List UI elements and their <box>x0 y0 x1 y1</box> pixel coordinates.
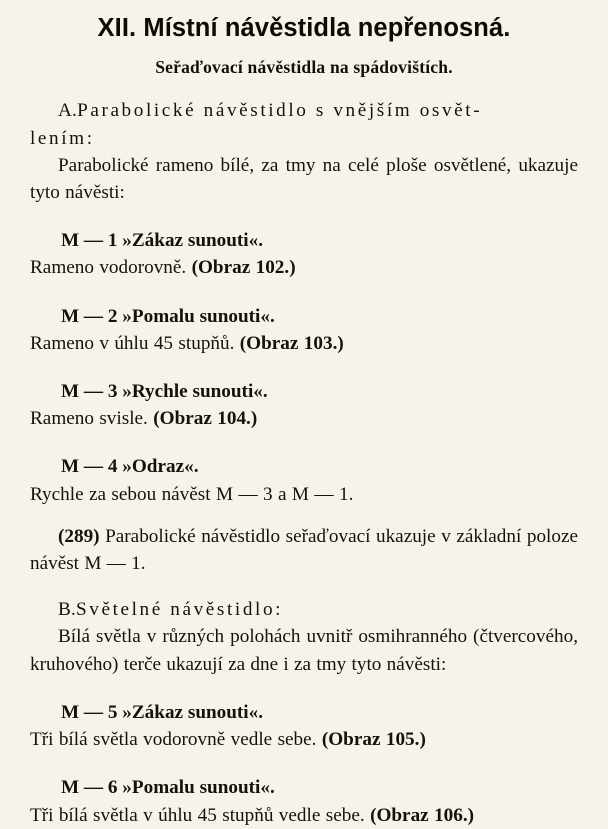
signal-entry <box>30 357 578 432</box>
signal-entry <box>30 206 578 281</box>
signal-description <box>30 405 578 432</box>
section-a-heading-text: Parabolické návěstidlo s vnějším osvět- <box>77 100 483 122</box>
section-a-intro: Parabolické rameno bílé, za tmy na celé ploše osvětlené, ukazuje tyto návěsti: <box>30 154 578 204</box>
signal-entry <box>30 432 578 507</box>
signal-label: M — 1 »Zákaz sunouti«. <box>61 230 264 252</box>
signal-description <box>30 802 578 829</box>
note-number: (289) <box>58 525 100 547</box>
page-title: XII. Místní návěstidla nepřenosná. <box>97 14 511 42</box>
signal-entry <box>30 282 578 357</box>
signal-description <box>30 330 578 357</box>
section-subtitle: Seřaďovací návěstidla na spádovištích. <box>155 57 453 78</box>
section-a <box>30 97 578 577</box>
signal-label: M — 2 »Pomalu sunouti«. <box>61 305 275 327</box>
section-b-heading-text: Světelné návěstidlo: <box>76 599 284 621</box>
signal-label: M — 3 »Rychle sunouti«. <box>61 381 268 403</box>
signal-entry <box>30 678 578 753</box>
section-b <box>30 596 578 828</box>
spacer <box>30 508 578 523</box>
section-a-heading-cont: lením: <box>30 127 95 149</box>
figure-reference: (Obraz 102.) <box>191 257 296 279</box>
numbered-note <box>30 523 578 577</box>
figure-reference: (Obraz 104.) <box>153 408 258 430</box>
spacer <box>30 77 578 97</box>
text-column <box>30 0 578 829</box>
signal-label: M — 5 »Zákaz sunouti«. <box>61 701 264 723</box>
signal-description-text: Rameno svisle. <box>30 408 154 430</box>
signal-description-text: Tři bílá světla vodorovně vedle sebe. <box>30 729 322 751</box>
section-b-intro: Bílá světla v různých polohách uvnitř osmihranného (čtvercového, kruhového) terče ukazují za dne i za tmy tyto návěsti: <box>30 626 578 675</box>
section-a-letter: A. <box>58 100 78 122</box>
figure-reference: (Obraz 106.) <box>370 804 475 826</box>
signal-description-text: Tři bílá světla v úhlu 45 stupňů vedle sebe. <box>30 804 371 826</box>
signal-description <box>30 726 578 753</box>
note-text: Parabolické návěstidlo seřaďovací ukazuje v základní poloze návěst M — 1. <box>30 525 578 575</box>
figure-reference: (Obraz 103.) <box>239 332 344 354</box>
signal-label: M — 4 »Odraz«. <box>61 456 199 478</box>
spacer <box>30 577 578 596</box>
signal-description <box>30 254 578 281</box>
signal-description-text: Rameno v úhlu 45 stupňů. <box>30 332 240 354</box>
signal-label: M — 6 »Pomalu sunouti«. <box>61 777 275 799</box>
section-a-heading <box>30 97 578 124</box>
signal-description-text: Rychle za sebou návěst M — 3 a M — 1. <box>30 483 354 505</box>
figure-reference: (Obraz 105.) <box>321 729 426 751</box>
signal-description-text: Rameno vodorovně. <box>30 257 192 279</box>
section-b-letter: B. <box>58 599 76 621</box>
signal-entry <box>30 753 578 828</box>
signal-description <box>30 481 578 508</box>
section-b-heading <box>30 596 578 623</box>
